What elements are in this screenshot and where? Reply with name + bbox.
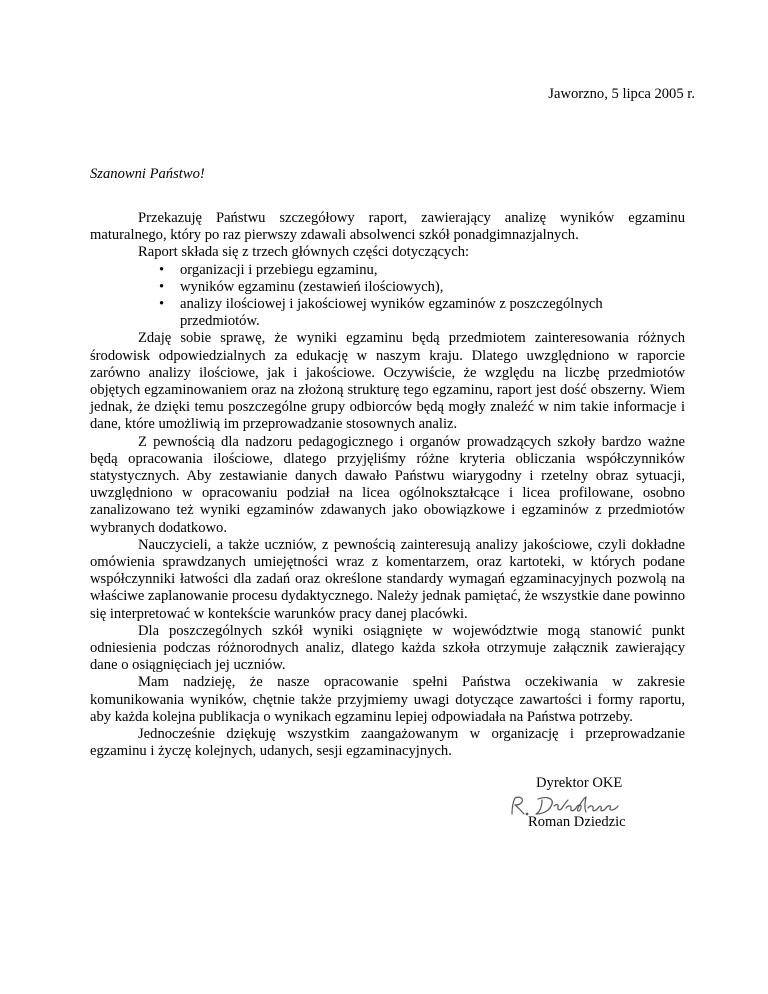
date-line: Jaworzno, 5 lipca 2005 r.	[548, 86, 695, 102]
list-item	[90, 279, 685, 296]
signature-block	[528, 775, 688, 831]
paragraph-hope: Mam nadzieję, że nasze opracowanie spełni Państwa oczekiwania w zakresie komunikowania wyników, chętnie także przyjmiemy uwagi dotyczące zawartości i formy raportu, aby każda kolejna publikacja o wynikach egzaminu lepiej odpowiadała na Państwa potrzeby.	[90, 674, 685, 725]
salutation: Szanowni Państwo!	[90, 166, 205, 182]
list-item-text: organizacji i przebiegu egzaminu,	[180, 261, 378, 278]
intro-paragraph: Przekazuję Państwu szczegółowy raport, zawierający analizę wyników egzaminu maturalnego, który po raz pierwszy zdawali absolwenci szkół ponadgimnazjalnych.	[90, 210, 685, 244]
paragraph-schools: Dla poszczególnych szkół wyniki osiągnięte w województwie mogą stanowić punkt odniesienia podczas różnorodnych analiz, dlatego każda szkoła otrzymuje załącznik zawierający dane o osiągnięciach jej uczniów.	[90, 622, 685, 674]
bullet-icon: •	[159, 296, 165, 313]
list-item	[90, 296, 685, 330]
bullet-icon: •	[159, 278, 165, 295]
letter-body	[90, 210, 685, 761]
paragraph-qualitative: Nauczycieli, a także uczniów, z pewnością zainteresują analizy jakościowe, czyli dokładne omówienia sprawdzanych umiejętności wraz z komentarzem, oraz kartoteki, w których podane współczynniki łatwości dla zadań oraz określone standardy wymagań egzaminacyjnych pozwolą na właściwe zaplanowanie procesu dydaktycznego. Należy jednak pamiętać, że wszystkie dane powinno się interpretować w kontekście warunków pracy danej placówki.	[90, 536, 685, 622]
bullet-icon: •	[159, 261, 165, 278]
signer-title: Dyrektor OKE	[536, 775, 623, 791]
paragraph-quantitative: Z pewnością dla nadzoru pedagogicznego i organów prowadzących szkoły bardzo ważne będą opracowania ilościowe, dlatego przyjęliśmy różne kryteria obliczania współczynników statystycznych. Aby zestawianie danych dawało Państwu wiarygodny i rzetelny obraz sytuacji, uwzględniono w opracowaniu podział na licea ogólnokształcące i licea profilowane, osobno zanalizowano też wyniki egzaminów zdawanych jako obowiązkowe i egzaminów z przedmiotów wybranych dodatkowo.	[90, 433, 685, 536]
parts-list	[90, 262, 685, 331]
signer-name: Roman Dziedzic	[528, 814, 626, 831]
list-item	[90, 262, 685, 279]
parts-intro: Raport składa się z trzech głównych części dotyczących:	[138, 244, 470, 261]
paragraph-audience: Zdaję sobie sprawę, że wyniki egzaminu będą przedmiotem zainteresowania różnych środowisk odpowiedzialnych za edukację w naszym kraju. Dlatego uwzględniono w raporcie zarówno analizy ilościowe, jak i jakościowe. Oczywiście, że względu na liczbę przedmiotów objętych egzaminowaniem oraz na złożoną strukturę tego egzaminu, raport jest dość obszerny. Wiem jednak, że dzięki temu poszczególne grupy odbiorców będą mogły znaleźć w nim takie informacje i dane, które umożliwią im przeprowadzanie stosownych analiz.	[90, 330, 685, 433]
list-item-text: wyników egzaminu (zestawień ilościowych),	[180, 278, 444, 295]
paragraph-thanks: Jednocześnie dziękuję wszystkim zaangażowanym w organizację i przeprowadzanie egzaminu i życzę kolejnych, udanych, sesji egzaminacyjnych.	[90, 726, 685, 760]
list-item-text: analizy ilościowej i jakościowej wyników egzaminów z poszczególnych przedmiotów.	[180, 296, 603, 330]
